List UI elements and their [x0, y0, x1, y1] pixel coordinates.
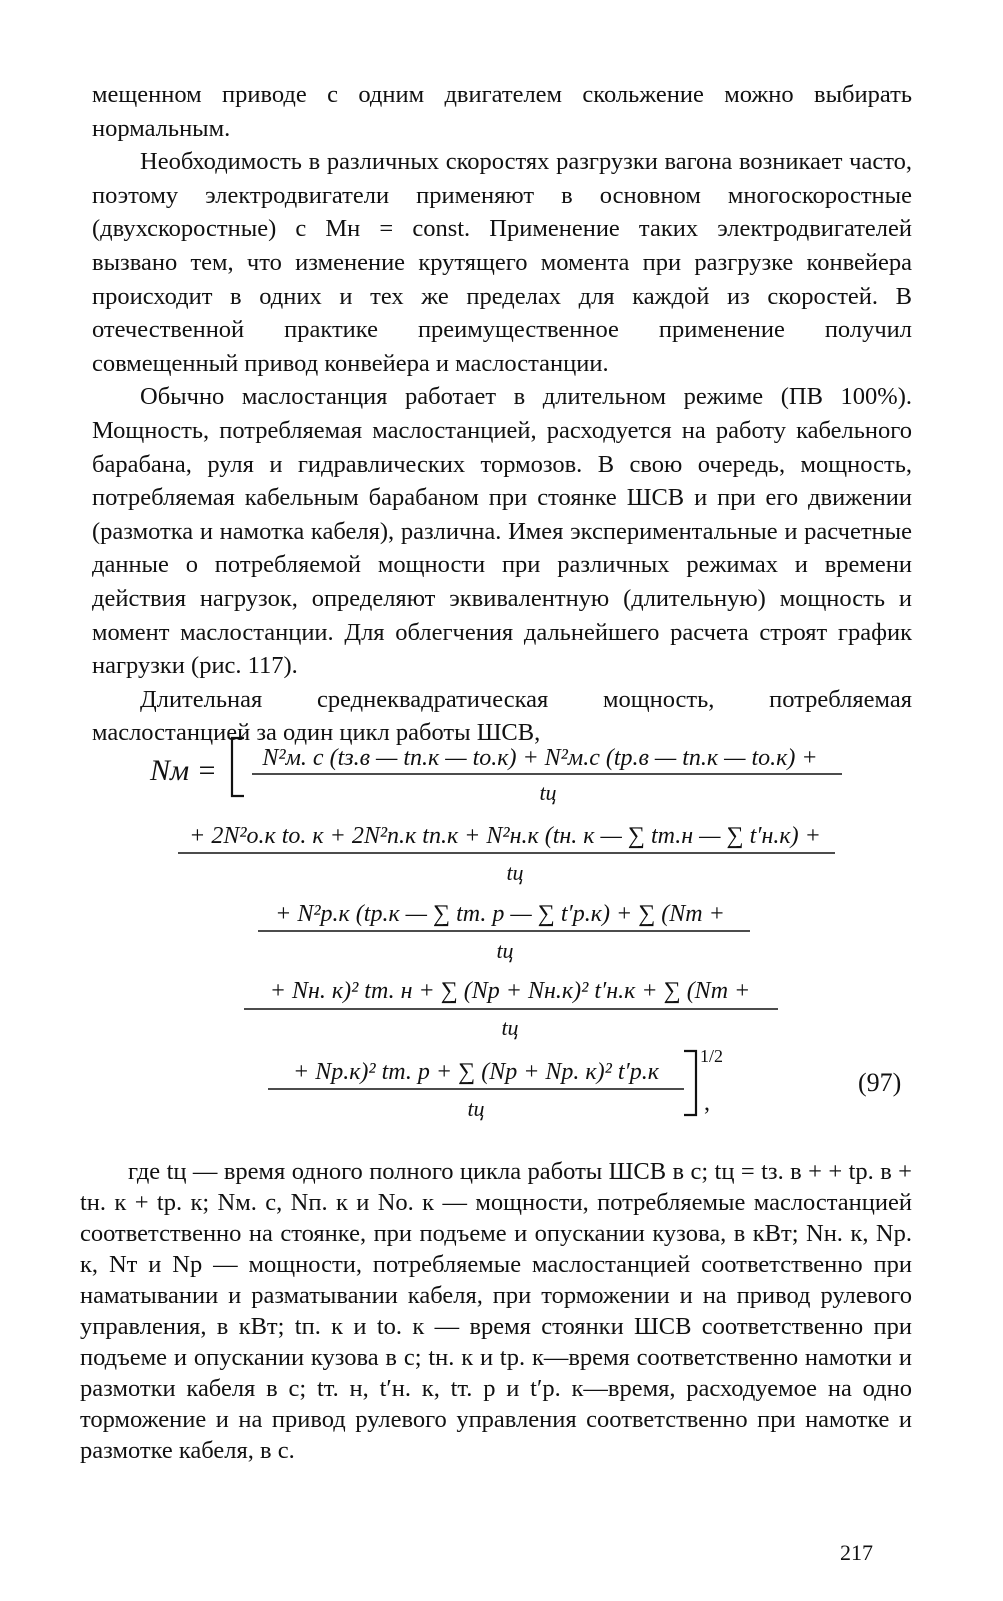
paragraph-continuation: мещенном приводе с одним двигателем скольжение можно выбирать нормальным. [92, 81, 912, 142]
formula-line4-numerator: + Nн. к)² tт. н + ∑ (Nр + Nн.к)² t′н.к + ∑ (Nт + [269, 978, 751, 1004]
formula-lhs: Nм = [150, 754, 217, 787]
body-text-bottom [80, 1156, 912, 1466]
formula-line2-numerator: + 2N²о.к tо. к + 2N²п.к tп.к + N²н.к (tн. к — ∑ tт.н — ∑ t′н.к) + [189, 823, 821, 849]
denominator-3: tц [496, 938, 514, 963]
paragraph-definitions: где tц — время одного полного цикла работы ШСВ в с; tц = tз. в + + tр. в + tн. к + tр. к; Nм. с, Nп. к и Nо. к — мощности, потребляемые маслостанцией соответственно на стоянке, при подъеме и опускании кузова, в кВт; Nн. к, Nр. к, Nт и Nр — мощности, потребляемые маслостанцией соответственно при наматывании и разматывании кабеля, при торможении и на привод рулевого управления, в кВт; tп. к и tо. к — время стоянки ШСВ соответственно при подъеме и опускании кузова в с; tн. к и tр. к—время соответственно намотки и размотки кабеля в с; tт. н, t′н. к, tт. р и t′р. к—время, расходуемое на одно торможение и на привод рулевого управления соответственно при намотке и размотке кабеля, в с. [80, 1158, 912, 1464]
body-text-top [92, 78, 912, 750]
denominator-2: tц [506, 860, 524, 885]
paragraph-motor-speeds: Необходимость в различных скоростях разгрузки вагона возникает часто, поэтому электродвигатели применяют в основном многоскоростные (двухскоростные) с Mн = const. Применение таких электродвигателей вызвано тем, что изменение крутящего момента при разгрузке конвейера происходит в одних и тех же пределах для каждой из скоростей. В отечественной практике преимущественное применение получил совмещенный привод конвейера и маслостанции. [92, 148, 912, 377]
denominator-4: tц [501, 1015, 519, 1040]
paragraph-formula-intro: Длительная среднеквадратическая мощность, потребляемая маслостанцией за один цикл работы ШСВ, [92, 685, 912, 747]
denominator-5: tц [467, 1096, 485, 1121]
page-number: 217 [840, 1540, 873, 1565]
exponent-half: 1/2 [700, 1046, 724, 1066]
left-bracket [232, 738, 244, 796]
formula-comma: , [704, 1090, 710, 1116]
equation-number: (97) [858, 1068, 902, 1097]
paragraph-oil-station: Обычно маслостанция работает в длительном режиме (ПВ 100%). Мощность, потребляемая маслостанцией, расходуется на работу кабельного барабана, руля и гидравлических тормозов. В свою очередь, мощность, потребляемая кабельным барабаном при стоянке ШСВ и при его движении (размотка и намотка кабеля), различна. Имея экспериментальные и расчетные данные о потребляемой мощности при различных режимах и времени действия нагрузок, определяют эквивалентную (длительную) мощность и момент маслостанции. Для облегчения дальнейшего расчета строят график нагрузки (рис. 117). [92, 383, 912, 680]
formula-97 [0, 728, 1003, 1128]
denominator-1: tц [539, 780, 557, 805]
right-bracket [684, 1051, 696, 1115]
formula-line5-numerator: + Nр.к)² tт. р + ∑ (Nр + Nр. к)² t′р.к [293, 1059, 659, 1085]
formula-line3-numerator: + N²р.к (tр.к — ∑ tт. р — ∑ t′р.к) + ∑ (Nт + [275, 901, 725, 927]
formula-line1-numerator: N²м. с (tз.в — tп.к — tо.к) + N²м.с (tр.в — tп.к — tо.к) + [262, 745, 818, 771]
